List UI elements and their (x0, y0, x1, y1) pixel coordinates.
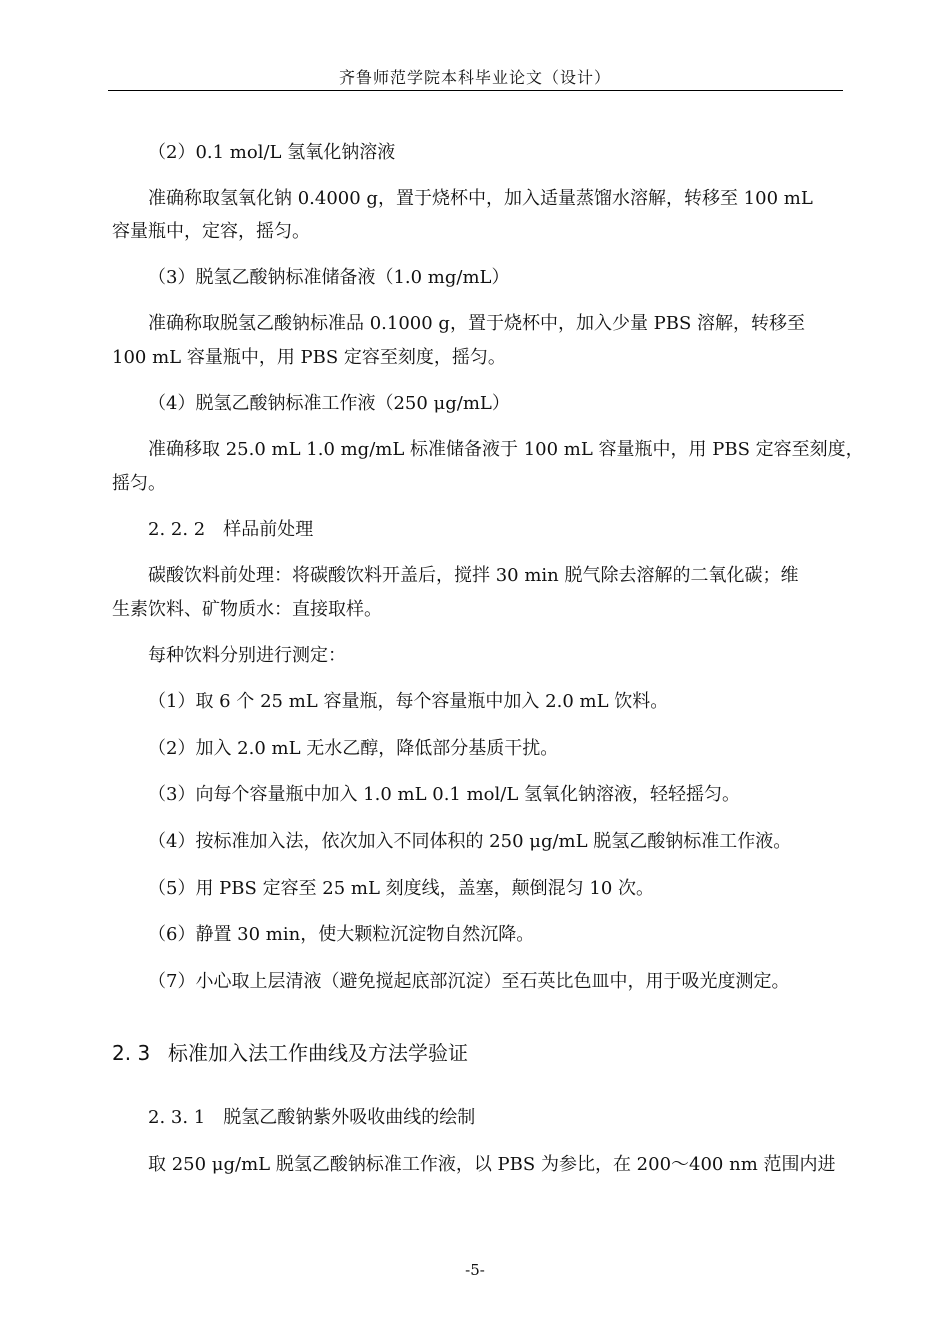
paragraph-stock-line-2: 100 mL 容量瓶中，用 PBS 定容至刻度，摇匀。 (112, 347, 506, 368)
paragraph-stock-heading: （3）脱氢乙酸钠标准储备液（1.0 mg/mL） (148, 267, 510, 288)
header-divider (108, 90, 843, 91)
step-2: （2）加入 2.0 mL 无水乙醇，降低部分基质干扰。 (148, 738, 559, 759)
paragraph-naoh-heading: （2）0.1 mol/L 氢氧化钠溶液 (148, 142, 396, 163)
page-header-title: 齐鲁师范学院本科毕业论文（设计） (338, 68, 611, 87)
paragraph-stock-line-1: 准确称取脱氢乙酸钠标准品 0.1000 g，置于烧杯中，加入少量 PBS 溶解，转移至 (148, 313, 806, 334)
paragraph-pretreatment-line-1: 碳酸饮料前处理：将碳酸饮料开盖后，搅拌 30 min 脱气除去溶解的二氧化碳；维 (148, 565, 799, 586)
paragraph-working-heading: （4）脱氢乙酸钠标准工作液（250 μg/mL） (148, 393, 510, 414)
step-7: （7）小心取上层清液（避免搅起底部沉淀）至石英比色皿中，用于吸光度测定。 (148, 971, 790, 992)
paragraph-working-line-1: 准确移取 25.0 mL 1.0 mg/mL 标准储备液于 100 mL 容量瓶中，用 PBS 定容至刻度， (148, 439, 864, 460)
paragraph-naoh-line-1: 准确称取氢氧化钠 0.4000 g，置于烧杯中，加入适量蒸馏水溶解，转移至 100 mL (148, 188, 813, 209)
step-3: （3）向每个容量瓶中加入 1.0 mL 0.1 mol/L 氢氧化钠溶液，轻轻摇匀。 (148, 784, 741, 805)
step-1: （1）取 6 个 25 mL 容量瓶，每个容量瓶中加入 2.0 mL 饮料。 (148, 691, 669, 712)
paragraph-each-drink: 每种饮料分别进行测定： (148, 645, 346, 666)
paragraph-naoh-line-2: 容量瓶中，定容，摇匀。 (112, 221, 310, 242)
section-2-3-heading (112, 1040, 468, 1066)
step-5: （5）用 PBS 定容至 25 mL 刻度线，盖塞，颠倒混匀 10 次。 (148, 878, 655, 899)
paragraph-pretreatment-line-2: 生素饮料、矿物质水：直接取样。 (112, 599, 382, 620)
subsection-2-2-2-heading: 2. 2. 2 样品前处理 (148, 519, 314, 540)
paragraph-working-line-2: 摇匀。 (112, 473, 166, 494)
step-6: （6）静置 30 min，使大颗粒沉淀物自然沉降。 (148, 924, 535, 945)
section-2-3-title: 标准加入法工作曲线及方法学验证 (168, 1041, 468, 1065)
step-4: （4）按标准加入法，依次加入不同体积的 250 μg/mL 脱氢乙酸钠标准工作液。 (148, 831, 792, 852)
paragraph-uv-curve: 取 250 μg/mL 脱氢乙酸钠标准工作液，以 PBS 为参比，在 200～400 nm 范围内进 (148, 1154, 836, 1175)
page-number: -5- (465, 1261, 485, 1279)
section-2-3-number: 2. 3 (112, 1041, 151, 1065)
subsection-2-3-1-heading: 2. 3. 1 脱氢乙酸钠紫外吸收曲线的绘制 (148, 1107, 476, 1128)
